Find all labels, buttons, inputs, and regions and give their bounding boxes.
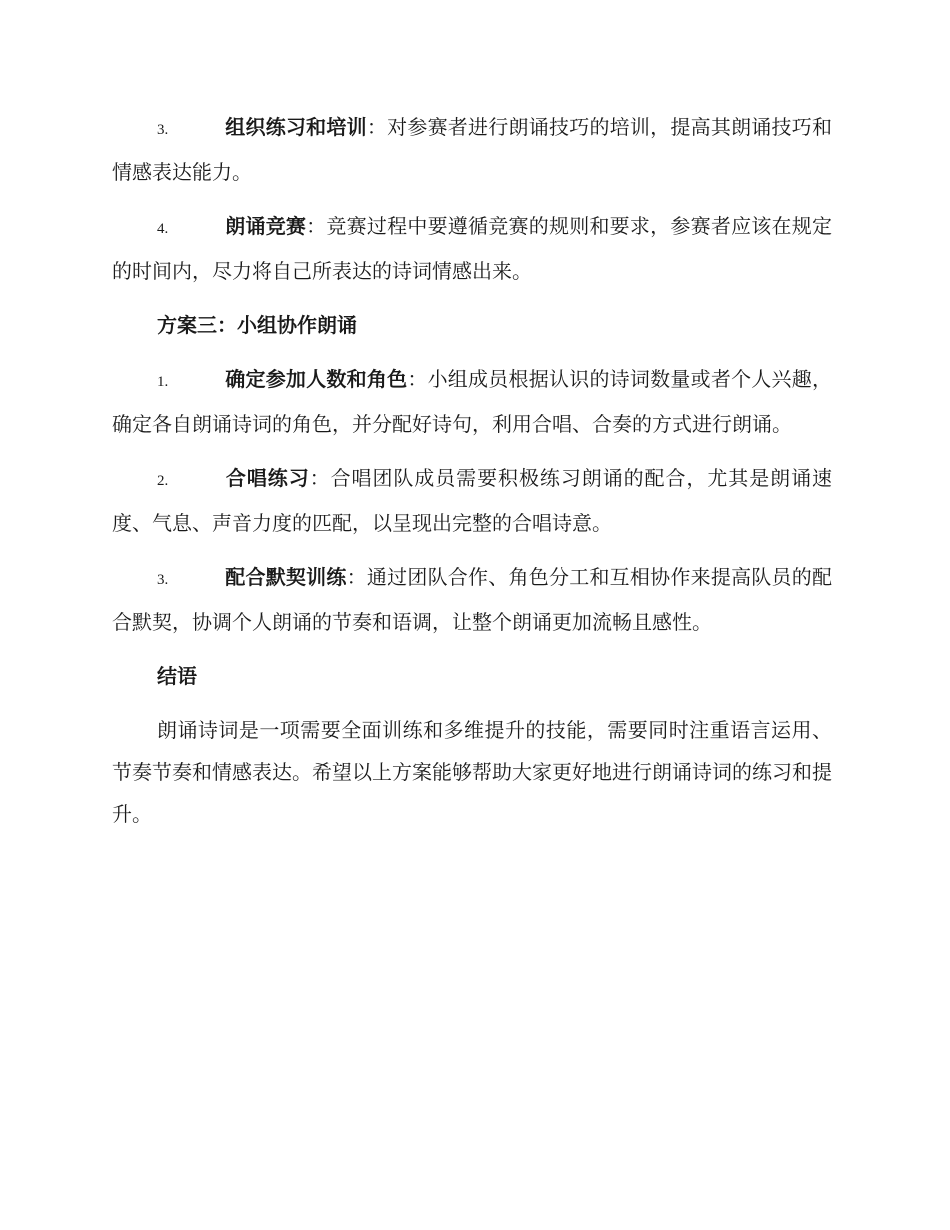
list-item-term: 合唱练习 [225, 466, 310, 490]
section-heading: 方案三：小组协作朗诵 [157, 313, 357, 337]
conclusion-heading: 结语 [157, 664, 197, 688]
document-page [112, 106, 832, 847]
list-item-text: ：竞赛过程中要遵循竞赛的规则和要求，参赛者应该在规定的时间内，尽力将自己所表达的诗词情感出来。 [112, 214, 833, 283]
list-number: 4. [157, 221, 169, 237]
list-number: 3. [157, 572, 169, 588]
list-item [112, 556, 832, 643]
list-item [112, 106, 832, 193]
list-item-text: ：合唱团队成员需要积极练习朗诵的配合，尤其是朗诵速度、气息、声音力度的匹配，以呈现出完整的合唱诗意。 [112, 466, 833, 535]
list-item-term: 配合默契训练 [225, 565, 347, 589]
list-item-text: ：小组成员根据认识的诗词数量或者个人兴趣，确定各自朗诵诗词的角色，并分配好诗句，利用合唱、合奏的方式进行朗诵。 [112, 367, 833, 436]
list-item [112, 358, 832, 445]
list-item-text: ：通过团队合作、角色分工和互相协作来提高队员的配合默契，协调个人朗诵的节奏和语调，让整个朗诵更加流畅且感性。 [112, 565, 833, 634]
list-item [112, 457, 832, 544]
list-item-term: 朗诵竞赛 [225, 214, 307, 238]
list-item-term: 组织练习和培训 [225, 115, 367, 139]
list-item-term: 确定参加人数和角色 [225, 367, 408, 391]
conclusion-paragraph: 朗诵诗词是一项需要全面训练和多维提升的技能，需要同时注重语言运用、节奏节奏和情感表达。希望以上方案能够帮助大家更好地进行朗诵诗词的练习和提升。 [112, 718, 832, 826]
list-number: 1. [157, 374, 169, 390]
list-number: 3. [157, 122, 169, 138]
list-item [112, 205, 832, 292]
list-number: 2. [157, 473, 169, 489]
list-item-text: ：对参赛者进行朗诵技巧的培训，提高其朗诵技巧和情感表达能力。 [112, 115, 833, 184]
